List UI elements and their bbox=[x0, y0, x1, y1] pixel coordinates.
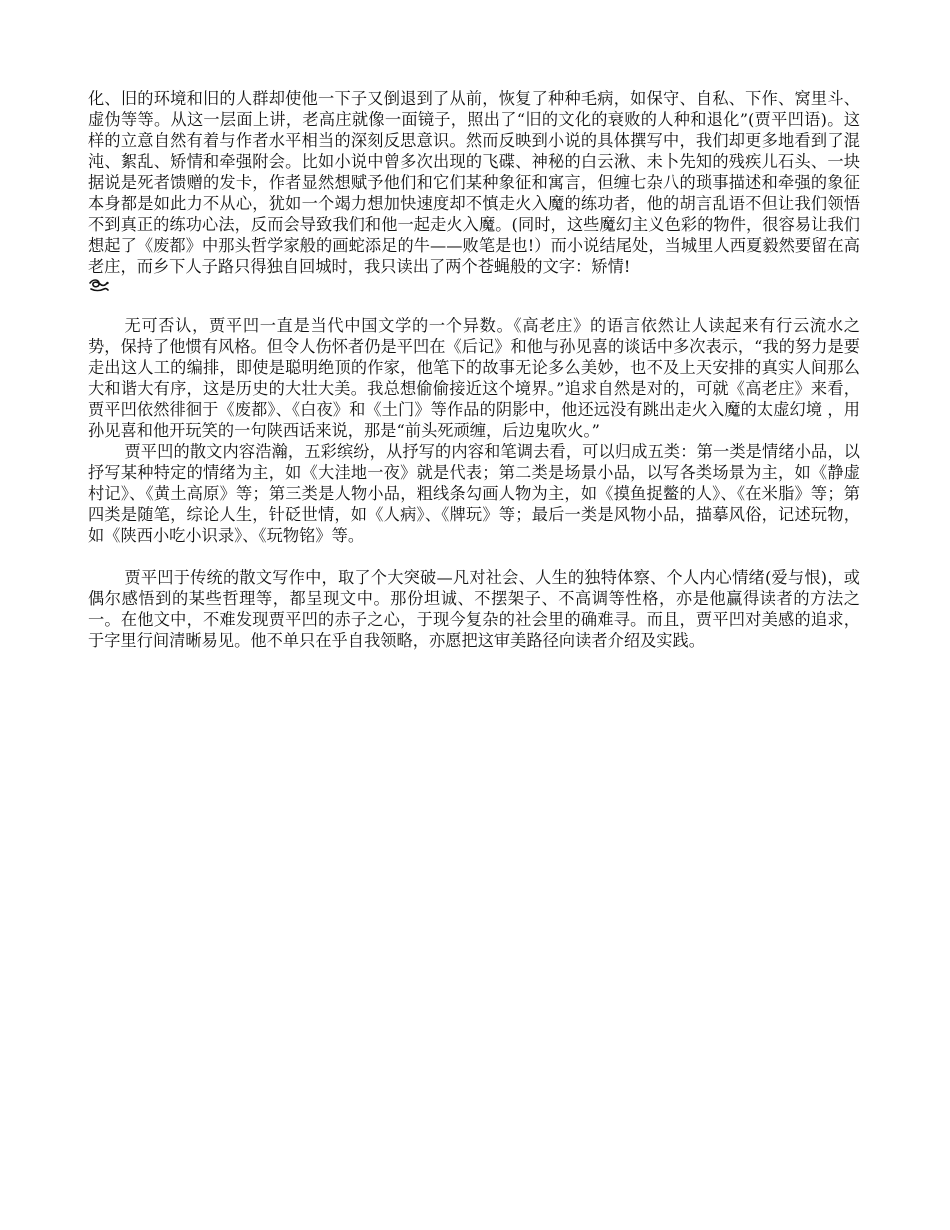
document-page bbox=[88, 88, 860, 651]
section-end-flourish-icon bbox=[88, 278, 110, 294]
paragraph-2: 无可否认，贾平凹一直是当代中国文学的一个异数。《高老庄》的语言依然让人读起来有行云流水之势，保持了他惯有风格。但令人伤怀者仍是平凹在《后记》和他与孙见喜的谈话中多次表示，“我的努力是要走出这人工的编排，即使是聪明绝顶的作家，他笔下的故事无论多么美妙，也不及上天安排的真实人间那么大和谐大有序，这是历史的大壮大美。我总想偷偷接近这个境界。”追求自然是对的，可就《高老庄》来看，贾平凹依然徘徊于《废都》、《白夜》和《土门》等作品的阴影中，他还远没有跳出走火入魔的太虚幻境 ，用孙见喜和他开玩笑的一句陕西话来说，那是“前头死顽缠，后边鬼吹火。” bbox=[88, 316, 860, 440]
paragraph-gap bbox=[88, 294, 860, 315]
paragraph-4: 贾平凹于传统的散文写作中，取了个大突破—凡对社会、人生的独特体察、个人内心情绪(爱与恨)，或偶尔感悟到的某些哲理等，都呈现文中。那份坦诚、不摆架子、不高调等性格，亦是他赢得读者的方法之一。在他文中，不难发现贾平凹的赤子之心，于现今复杂的社会里的确难寻。而且，贾平凹对美感的追求，于字里行间清晰易见。他不单只在乎自我领略，亦愿把这审美路径向读者介绍及实践。 bbox=[88, 568, 860, 650]
paragraph-3: 贾平凹的散文内容浩瀚，五彩缤纷，从抒写的内容和笔调去看，可以归成五类：第一类是情绪小品，以抒写某种特定的情绪为主，如《大洼地一夜》就是代表；第二类是场景小品，以写各类场景为主，如《静虚村记》、《黄土高原》等；第三类是人物小品，粗线条勾画人物为主，如《摸鱼捉鳖的人》、《在米脂》等；第四类是随笔，综论人生，针砭世情，如《人病》、《牌玩》等；最后一类是风物小品，描摹风俗，记述玩物，如《陕西小吃小识录》、《玩物铭》等。 bbox=[88, 442, 860, 545]
paragraph-1: 化、旧的环境和旧的人群却使他一下子又倒退到了从前，恢复了种种毛病，如保守、自私、下作、窝里斗、虚伪等等。从这一层面上讲，老高庄就像一面镜子，照出了“旧的文化的衰败的人种和退化”(贾平凹语)。这样的立意自然有着与作者水平相当的深刻反思意识。然而反映到小说的具体撰写中，我们却更多地看到了混沌、絮乱、矫情和牵强附会。比如小说中曾多次出现的飞碟、神秘的白云湫、未卜先知的残疾儿石头、一块据说是死者馈赠的发卡，作者显然想赋予他们和它们某种象征和寓言，但缠七杂八的琐事描述和牵强的象征本身都是如此力不从心，犹如一个竭力想加快速度却不慎走火入魔的练功者，他的胡言乱语不但让我们领悟不到真正的练功心法，反而会导致我们和他一起走火入魔。(同时，这些魔幻主义色彩的物件，很容易让我们想起了《废都》中那头哲学家般的画蛇添足的牛——败笔是也!）而小说结尾处，当城里人西夏毅然要留在高老庄，而乡下人子路只得独自回城时，我只读出了两个苍蝇般的文字：矫情! bbox=[88, 89, 860, 276]
paragraph-gap bbox=[88, 546, 860, 567]
